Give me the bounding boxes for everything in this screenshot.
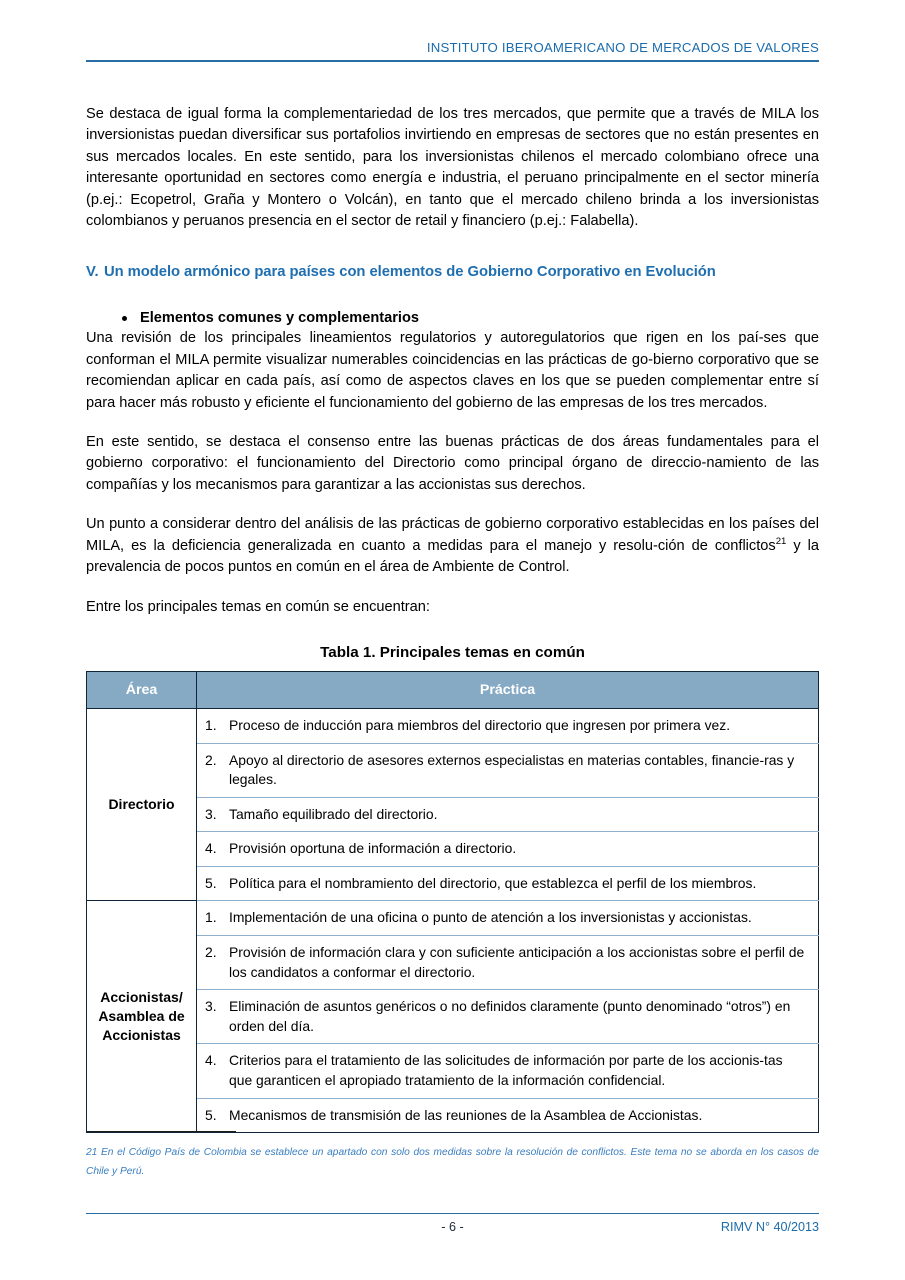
table-row bbox=[87, 866, 819, 901]
paragraph-revision-lineamientos: Una revisión de los principales lineamientos regulatorios y autoregulatorios que rigen en los paí-ses que conforman el MILA permite visualizar numerables coincidencias en las prácticas de go-bierno corporativo que se recomiendan aplicar en cada país, así como de aspectos claves en los que se pueden complementar entre sí para hacer más robusto y eficiente el funcionamiento del gobierno de las empresas de los tres mercados. bbox=[86, 330, 819, 411]
header-divider-rule bbox=[86, 60, 819, 62]
footer-divider-rule bbox=[86, 1213, 819, 1214]
paragraph-consenso-practicas: En este sentido, se destaca el consenso entre las buenas prácticas de dos áreas fundamentales para el gobierno corporativo: el funcionamiento del Directorio como principal órgano de direccio-namiento de las compañías y los mecanismos para garantizar a las accionistas sus derechos. bbox=[86, 434, 819, 493]
table-row bbox=[87, 936, 819, 990]
practice-text: Proceso de inducción para miembros del directorio que ingresen por primera vez. bbox=[229, 716, 731, 733]
practice-text: Tamaño equilibrado del directorio. bbox=[229, 805, 438, 822]
paragraph-punto-considerar bbox=[86, 514, 819, 578]
column-header-area: Área bbox=[87, 671, 197, 708]
table-header-row bbox=[87, 671, 819, 708]
section-title-text: Un modelo armónico para países con elementos de Gobierno Corporativo en Evolución bbox=[104, 264, 716, 281]
practice-number: 5. bbox=[205, 874, 217, 891]
practice-number: 2. bbox=[205, 944, 217, 961]
practice-text: Mecanismos de transmisión de las reuniones de la Asamblea de Accionistas. bbox=[229, 1106, 703, 1123]
paragraph-punto-part1: Un punto a considerar dentro del análisis de las prácticas de gobierno corporativo establecidas en los países del MILA, es la deficiencia generalizada en cuanto a medidas para el manejo y resolu-ción de conflictos bbox=[86, 516, 819, 554]
practice-cell bbox=[197, 797, 819, 832]
paragraph-punto-part2: y la prevalencia de pocos puntos en común en el área de Ambiente de Control. bbox=[86, 537, 820, 576]
practice-number: 1. bbox=[205, 909, 217, 926]
practice-cell bbox=[197, 936, 819, 990]
area-cell-accionistas: Accionistas/ Asamblea de Accionistas bbox=[87, 901, 197, 1133]
footnote-text-21: 21 En el Código País de Colombia se establece un apartado con solo dos medidas sobre la resolución de conflictos. Este tema no se aborda en los casos de Chile y Perú. bbox=[86, 1147, 819, 1178]
practice-cell bbox=[197, 866, 819, 901]
document-footer bbox=[86, 1213, 819, 1240]
practice-cell bbox=[197, 832, 819, 867]
practice-text: Provisión oportuna de información a directorio. bbox=[229, 840, 517, 857]
footnote-separator-rule bbox=[86, 1131, 236, 1132]
document-body bbox=[86, 104, 819, 1133]
bullet-item-elementos-comunes bbox=[86, 308, 819, 328]
table-row bbox=[87, 743, 819, 797]
practice-number: 4. bbox=[205, 840, 217, 857]
practice-text: Apoyo al directorio de asesores externos especialistas en materias contables, financie-ras y legales. bbox=[229, 751, 795, 788]
table-row bbox=[87, 832, 819, 867]
table-row bbox=[87, 1044, 819, 1098]
practice-cell bbox=[197, 1098, 819, 1133]
practice-text: Criterios para el tratamiento de las solicitudes de información por parte de los accionis-tas que garanticen el apropiado tratamiento de la información confidencial. bbox=[229, 1052, 783, 1089]
table-caption: Tabla 1. Principales temas en común bbox=[320, 643, 585, 661]
table-head bbox=[87, 671, 819, 708]
table-row bbox=[87, 901, 819, 936]
paragraph-entre-principales-temas: Entre los principales temas en común se encuentran: bbox=[86, 598, 430, 615]
running-header-title: INSTITUTO IBEROAMERICANO DE MERCADOS DE VALORES bbox=[426, 40, 819, 55]
practice-cell bbox=[197, 743, 819, 797]
section-numeral: V. bbox=[86, 264, 99, 281]
practice-number: 5. bbox=[205, 1106, 217, 1123]
table-body bbox=[87, 708, 819, 1132]
bullet-item-label: Elementos comunes y complementarios bbox=[140, 310, 419, 327]
footer-row bbox=[86, 1220, 819, 1240]
footnote-area bbox=[86, 1131, 819, 1181]
document-running-header bbox=[86, 40, 819, 62]
practice-text: Política para el nombramiento del directorio, que establezca el perfil de los miembros. bbox=[229, 874, 757, 891]
practice-text: Provisión de información clara y con suficiente anticipación a los accionistas sobre el perfil de los candidatos a conformar el directorio. bbox=[229, 944, 805, 980]
practice-number: 3. bbox=[205, 805, 217, 822]
footnote-reference-21: 21 bbox=[775, 535, 787, 547]
bullet-dot-icon bbox=[122, 316, 127, 321]
practice-number: 1. bbox=[205, 716, 217, 733]
section-heading-v bbox=[86, 262, 819, 282]
table-row bbox=[87, 990, 819, 1044]
practice-cell bbox=[197, 1044, 819, 1098]
area-cell-directorio: Directorio bbox=[87, 708, 197, 901]
practice-text: Eliminación de asuntos genéricos o no definidos claramente (punto denominado “otros”) en orden del día. bbox=[229, 998, 791, 1034]
practice-number: 3. bbox=[205, 998, 217, 1015]
practice-cell bbox=[197, 990, 819, 1044]
column-header-practica: Práctica bbox=[197, 671, 819, 708]
practice-cell bbox=[197, 708, 819, 743]
practice-number: 2. bbox=[205, 751, 217, 768]
practice-cell bbox=[197, 901, 819, 936]
footer-publication-reference: RIMV N° 40/2013 bbox=[720, 1220, 819, 1235]
table-row bbox=[87, 1098, 819, 1133]
practice-number: 4. bbox=[205, 1052, 217, 1069]
page-number: - 6 - bbox=[441, 1220, 464, 1235]
paragraph-intro-mila: Se destaca de igual forma la complementariedad de los tres mercados, que permite que a través de MILA los inversionistas puedan diversificar sus portafolios invirtiendo en empresas de sectores que no están presentes en sus mercados locales. En este sentido, para los inversionistas chilenos el mercado colombiano ofrece una interesante oportunidad en sectores como energía e industria, el peruano principalmente en el sector minería (p.ej.: Ecopetrol, Graña y Montero o Volcán), en tanto que el mercado chileno brinda a los inversionistas colombianos y peruanos presencia en el sector de retail y financiero (p.ej.: Falabella). bbox=[86, 106, 819, 230]
table-row bbox=[87, 797, 819, 832]
practice-text: Implementación de una oficina o punto de atención a los inversionistas y accionistas. bbox=[229, 909, 752, 926]
table-row bbox=[87, 708, 819, 743]
table-principales-temas bbox=[86, 671, 819, 1133]
